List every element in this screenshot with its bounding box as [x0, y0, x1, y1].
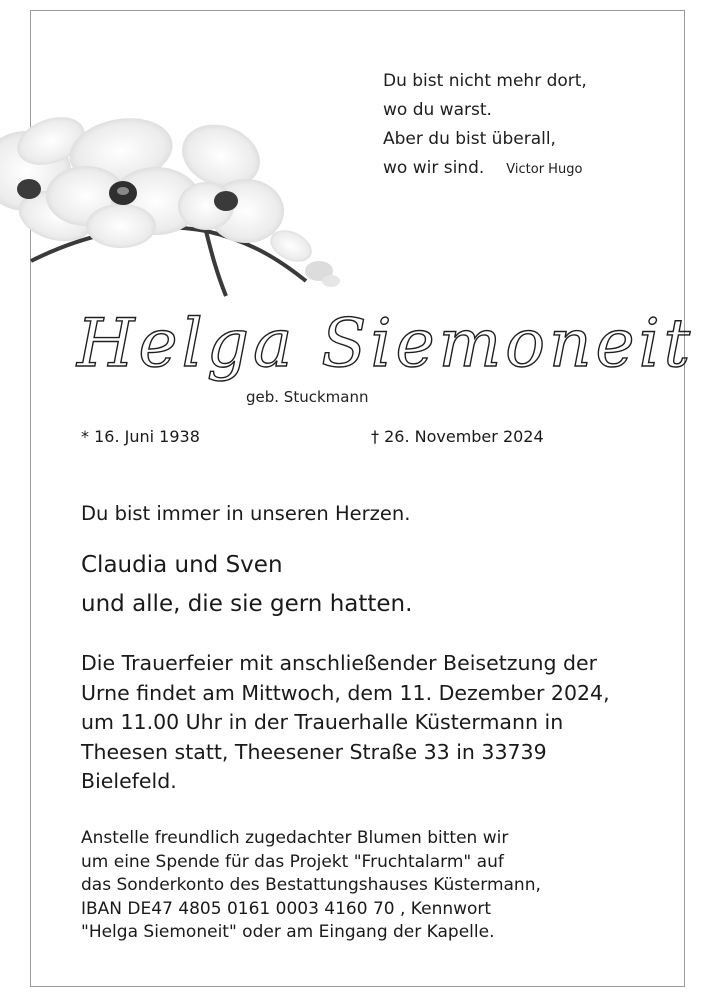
donation-line: um eine Spende für das Projekt "Fruchtalarm" auf — [81, 851, 504, 872]
quote-line: Aber du bist überall, — [383, 129, 556, 149]
quote-author: Victor Hugo — [506, 162, 583, 177]
donation-line: "Helga Siemoneit" oder am Eingang der Kapelle. — [81, 922, 495, 942]
birth-name: geb. Stuckmann — [246, 388, 369, 406]
family-line: und alle, die sie gern hatten. — [81, 591, 413, 617]
ceremony-line: Die Trauerfeier mit anschließender Beisetzung der — [81, 651, 598, 675]
ceremony-line: Bielefeld. — [81, 769, 177, 793]
motto-text: Du bist immer in unseren Herzen. — [81, 502, 411, 525]
quote-block — [383, 67, 587, 184]
ceremony-line: um 11.00 Uhr in der Trauerhalle Küstermann in — [81, 710, 564, 734]
birth-date: * 16. Juni 1938 — [81, 427, 200, 446]
ceremony-line: Urne findet am Mittwoch, dem 11. Dezember 2024, — [81, 680, 610, 705]
donation-info — [81, 827, 681, 945]
ceremony-line: Theesen statt, Theesener Straße 33 in 33739 — [81, 739, 547, 764]
donation-line: Anstelle freundlich zugedachter Blumen bitten wir — [81, 828, 509, 848]
quote-line: wo wir sind. — [383, 158, 485, 178]
deceased-name-text: Helga Siemoneit — [77, 305, 695, 382]
donation-line: das Sonderkonto des Bestattungshauses Küstermann, — [81, 875, 541, 895]
quote-line: Du bist nicht mehr dort, — [383, 71, 587, 91]
orchid-flower-image — [31, 111, 361, 311]
obituary-frame — [30, 10, 695, 987]
ceremony-info — [81, 649, 681, 797]
family-line: Claudia und Sven — [81, 552, 283, 578]
quote-line: wo du warst. — [383, 100, 492, 120]
donation-line: IBAN DE47 4805 0161 0003 4160 70 , Kennwort — [81, 898, 492, 919]
family-block — [81, 546, 412, 624]
death-date: † 26. November 2024 — [371, 427, 544, 446]
